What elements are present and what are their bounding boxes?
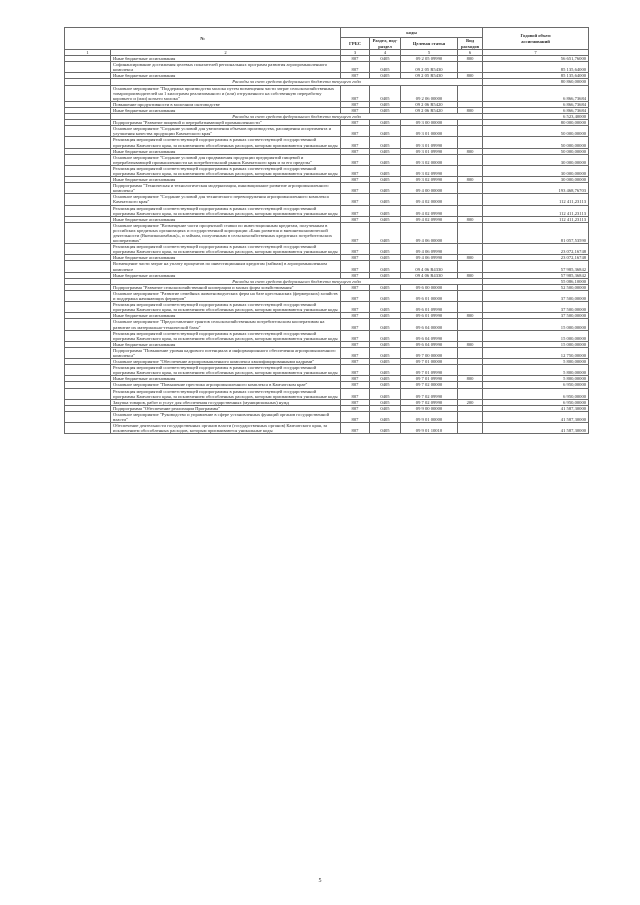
item-name: Подпрограмма "Обеспечение реализации Программы": [111, 405, 341, 411]
item-name: Подпрограмма "Развитие сельскохозяйственной кооперации и малых форм хозяйствования": [111, 284, 341, 290]
grbs-cell: 807: [341, 341, 370, 347]
amount-cell: 52 500,00000: [483, 284, 589, 290]
grbs-cell: 807: [341, 423, 370, 434]
amount-cell: 37 500,00000: [483, 290, 589, 301]
target-cell: 09 2 05 R5430: [401, 73, 458, 79]
razdel-cell: 0405: [370, 107, 401, 113]
table-row: [65, 330, 589, 341]
grbs-cell: 807: [341, 244, 370, 255]
vid-cell: 800: [458, 255, 483, 261]
item-name: Подпрограмма "Повышение уровня кадрового потенциала и информационного обеспечения агропромышленного комплекса": [111, 347, 341, 358]
razdel-cell: 0405: [370, 85, 401, 101]
item-name: Иные бюджетные ассигнования: [111, 107, 341, 113]
amount-cell: 37 500,00000: [483, 313, 589, 319]
header-row: [65, 28, 589, 38]
table-row: [65, 319, 589, 330]
grbs-cell: 807: [341, 101, 370, 107]
table-row: [65, 137, 589, 148]
target-cell: 09 4 06 R4330: [401, 261, 458, 272]
target-cell: 09 7 01 09990: [401, 365, 458, 376]
razdel-cell: 0405: [370, 313, 401, 319]
table-row: [65, 290, 589, 301]
target-cell: 09 6 01 00000: [401, 290, 458, 301]
item-name: Основное мероприятие "Обеспечение агропромышленного комплекса квалифицированными кадрами": [111, 359, 341, 365]
razdel-cell: 0405: [370, 411, 401, 422]
vid-cell: [458, 290, 483, 301]
amount-cell: 56 651,76000: [483, 56, 589, 62]
item-name: Иные бюджетные ассигнования: [111, 148, 341, 154]
razdel-cell: 0405: [370, 347, 401, 358]
grbs-cell: 807: [341, 56, 370, 62]
grbs-cell: 807: [341, 205, 370, 216]
target-cell: 09 3 00 00000: [401, 120, 458, 126]
target-cell: 09 9 01 00000: [401, 411, 458, 422]
row-number-cell: [65, 194, 111, 205]
column-number: 5: [401, 50, 458, 56]
grbs-cell: 807: [341, 154, 370, 165]
vid-cell: [458, 261, 483, 272]
target-cell: 09 2 05 09990: [401, 56, 458, 62]
item-name: Иные бюджетные ассигнования: [111, 177, 341, 183]
amount-cell: 6 866,73684: [483, 101, 589, 107]
target-cell: 09 3 01 00000: [401, 126, 458, 137]
vid-cell: [458, 411, 483, 422]
grbs-cell: 807: [341, 73, 370, 79]
target-cell: 09 3 01 09990: [401, 148, 458, 154]
amount-cell: 85 135,64000: [483, 62, 589, 73]
vid-cell: [458, 183, 483, 194]
razdel-cell: 0405: [370, 272, 401, 278]
grbs-cell: 807: [341, 148, 370, 154]
target-cell: 09 4 06 09990: [401, 244, 458, 255]
target-cell: 09 7 02 09990: [401, 399, 458, 405]
table-row: [65, 165, 589, 176]
amount-cell: 57 985,36842: [483, 261, 589, 272]
amount-cell: 23 072,16748: [483, 255, 589, 261]
razdel-cell: 0405: [370, 319, 401, 330]
table-row: [65, 154, 589, 165]
razdel-cell: 0405: [370, 194, 401, 205]
vid-cell: [458, 222, 483, 243]
table-row: [65, 62, 589, 73]
target-cell: 09 6 01 09990: [401, 302, 458, 313]
razdel-cell: 0405: [370, 154, 401, 165]
table-row: [65, 261, 589, 272]
column-header-vid: Вид расходов: [458, 38, 483, 50]
razdel-cell: 0405: [370, 261, 401, 272]
item-name: Софинансирование достижения целевых показателей региональных программ развития агропромышленного комплекса: [111, 62, 341, 73]
vid-cell: 800: [458, 376, 483, 382]
amount-cell: 12 750,00000: [483, 347, 589, 358]
razdel-cell: 0405: [370, 341, 401, 347]
column-number: 6: [458, 50, 483, 56]
razdel-cell: 0405: [370, 62, 401, 73]
row-number-cell: [65, 137, 111, 148]
target-cell: 09 6 04 09990: [401, 341, 458, 347]
razdel-cell: 0405: [370, 302, 401, 313]
target-cell: 09 4 02 00000: [401, 194, 458, 205]
amount-cell: 81 057,53590: [483, 222, 589, 243]
vid-cell: 800: [458, 73, 483, 79]
target-cell: 09 4 02 09990: [401, 205, 458, 216]
razdel-cell: 0405: [370, 148, 401, 154]
vid-cell: [458, 365, 483, 376]
note-text: Расходы за счет средств федерального бюджета текущего года: [111, 114, 483, 120]
target-cell: 09 3 02 00000: [401, 154, 458, 165]
amount-cell: 23 072,16748: [483, 244, 589, 255]
target-cell: 09 2 05 R5430: [401, 62, 458, 73]
razdel-cell: 0405: [370, 382, 401, 388]
item-name: Основное мероприятие "Создание условий для технического перевооружения агропромышленного комплекса Камчатского края": [111, 194, 341, 205]
amount-cell: 50 000,00000: [483, 126, 589, 137]
amount-cell: 15 000,00000: [483, 319, 589, 330]
table-row: [65, 302, 589, 313]
table-row: [65, 222, 589, 243]
amount-cell: 50 000,00000: [483, 148, 589, 154]
vid-cell: [458, 194, 483, 205]
grbs-cell: 807: [341, 405, 370, 411]
amount-cell: 30 000,00000: [483, 177, 589, 183]
amount-cell: 57 985,36842: [483, 272, 589, 278]
item-name: Иные бюджетные ассигнования: [111, 313, 341, 319]
amount-cell: 41 587,30000: [483, 405, 589, 411]
row-number-cell: [65, 165, 111, 176]
amount-cell: 5 800,00000: [483, 376, 589, 382]
note-text: Расходы за счет средств федерального бюджета текущего года: [111, 79, 483, 85]
amount-cell: 80 000,00000: [483, 120, 589, 126]
target-cell: 09 4 06 00000: [401, 222, 458, 243]
item-name: Возмещение части затрат на уплату процентов по инвестиционным кредитам (займам) в агропромышленном комплексе: [111, 261, 341, 272]
item-name: Реализация мероприятий соответствующей подпрограммы в рамках соответствующей государственной программы Камчатского края, за исключением обособленных расходов, которым присваиваются уникальные коды: [111, 365, 341, 376]
grbs-cell: 807: [341, 290, 370, 301]
table-row: [65, 365, 589, 376]
grbs-cell: 807: [341, 137, 370, 148]
amount-cell: 30 000,00000: [483, 165, 589, 176]
target-cell: 09 7 02 00000: [401, 382, 458, 388]
target-cell: 09 4 06 09990: [401, 255, 458, 261]
grbs-cell: 807: [341, 165, 370, 176]
razdel-cell: 0405: [370, 405, 401, 411]
grbs-cell: 807: [341, 365, 370, 376]
target-cell: 09 4 06 R4330: [401, 272, 458, 278]
column-header-razdel: Раздел, под- раздел: [370, 38, 401, 50]
row-number-cell: [65, 222, 111, 243]
item-name: Иные бюджетные ассигнования: [111, 272, 341, 278]
vid-cell: [458, 302, 483, 313]
table-row: [65, 205, 589, 216]
target-cell: 09 2 06 R5420: [401, 101, 458, 107]
item-name: Основное мероприятие "Поддержка производства молока путем возмещения части затрат сельскохозяйственных товаропроизводителей на 1 килограмм реализованного и (или) отгруженного на собственную переработку коровьего и (или) козьего молока": [111, 85, 341, 101]
grbs-cell: 807: [341, 222, 370, 243]
target-cell: 09 3 02 09990: [401, 165, 458, 176]
table-row: [65, 194, 589, 205]
item-name: Основное мероприятие "Развитие семейных животноводческих ферм на базе крестьянских (фермерских) хозяйств и поддержка начинающих фермеров": [111, 290, 341, 301]
razdel-cell: 0405: [370, 290, 401, 301]
item-name: Иные бюджетные ассигнования: [111, 341, 341, 347]
vid-cell: [458, 137, 483, 148]
razdel-cell: 0405: [370, 376, 401, 382]
item-name: Подпрограмма "Развитие пищевой и перерабатывающей промышленности": [111, 120, 341, 126]
target-cell: 09 9 01 10010: [401, 423, 458, 434]
target-cell: 09 9 00 00000: [401, 405, 458, 411]
razdel-cell: 0405: [370, 222, 401, 243]
row-number-cell: [65, 302, 111, 313]
target-cell: 09 7 01 00000: [401, 359, 458, 365]
column-number: 7: [483, 50, 589, 56]
column-number: 1: [65, 50, 111, 56]
razdel-cell: 0405: [370, 399, 401, 405]
vid-cell: [458, 244, 483, 255]
target-cell: 09 2 06 R5420: [401, 107, 458, 113]
column-number: 3: [341, 50, 370, 56]
row-number-cell: [65, 347, 111, 358]
grbs-cell: 807: [341, 126, 370, 137]
table-row: [65, 85, 589, 101]
grbs-cell: 807: [341, 194, 370, 205]
column-header-grbs: ГРБС: [341, 38, 370, 50]
vid-cell: [458, 319, 483, 330]
razdel-cell: 0405: [370, 244, 401, 255]
target-cell: 09 2 06 00000: [401, 85, 458, 101]
row-number-cell: [65, 85, 111, 101]
grbs-cell: 807: [341, 62, 370, 73]
razdel-cell: 0405: [370, 101, 401, 107]
row-number-cell: [65, 154, 111, 165]
row-number-cell: [65, 290, 111, 301]
target-cell: 09 6 04 00000: [401, 319, 458, 330]
amount-cell: 50 000,00000: [483, 137, 589, 148]
razdel-cell: 0405: [370, 183, 401, 194]
table-row: [65, 183, 589, 194]
table-row: [65, 126, 589, 137]
grbs-cell: 807: [341, 177, 370, 183]
target-cell: 09 6 00 00000: [401, 284, 458, 290]
razdel-cell: 0405: [370, 177, 401, 183]
amount-cell: 6 866,73684: [483, 85, 589, 101]
item-name: Реализация мероприятий соответствующей подпрограммы в рамках соответствующей государственной программы Камчатского края, за исключением обособленных расходов, которым присваиваются уникальные коды: [111, 244, 341, 255]
amount-cell: 85 135,64000: [483, 73, 589, 79]
target-cell: 09 3 01 09990: [401, 137, 458, 148]
amount-cell: 112 411,23113: [483, 216, 589, 222]
note-text: Расходы за счет средств федерального бюджета текущего года: [111, 278, 483, 284]
item-name: Иные бюджетные ассигнования: [111, 376, 341, 382]
vid-cell: 800: [458, 216, 483, 222]
grbs-cell: 807: [341, 330, 370, 341]
grbs-cell: 807: [341, 376, 370, 382]
amount-cell: 6 950,00000: [483, 399, 589, 405]
item-name: Реализация мероприятий соответствующей подпрограммы в рамках соответствующей государственной программы Камчатского края, за исключением обособленных расходов, которым присваиваются уникальные коды: [111, 137, 341, 148]
column-header-number: №: [65, 28, 341, 50]
vid-cell: [458, 154, 483, 165]
row-number-cell: [65, 244, 111, 255]
column-header-annual-volume: Годовой объем ассигнований: [483, 28, 589, 50]
grbs-cell: 807: [341, 347, 370, 358]
item-name: Реализация мероприятий соответствующей подпрограммы в рамках соответствующей государственной программы Камчатского края, за исключением обособленных расходов, которым присваиваются уникальные коды: [111, 330, 341, 341]
vid-cell: [458, 347, 483, 358]
amount-cell: 55 086,10000: [483, 278, 589, 284]
razdel-cell: 0405: [370, 205, 401, 216]
item-name: Реализация мероприятий соответствующей подпрограммы в рамках соответствующей государственной программы Камчатского края, за исключением обособленных расходов, которым присваиваются уникальные коды: [111, 388, 341, 399]
grbs-cell: 807: [341, 302, 370, 313]
row-number-cell: [65, 205, 111, 216]
amount-cell: 37 500,00000: [483, 302, 589, 313]
item-name: Основное мероприятие "Повышение престижа агропромышленного комплекса в Камчатском крае": [111, 382, 341, 388]
vid-cell: [458, 126, 483, 137]
amount-cell: 41 587,30000: [483, 411, 589, 422]
row-number-cell: [65, 319, 111, 330]
vid-cell: [458, 165, 483, 176]
vid-cell: 200: [458, 399, 483, 405]
razdel-cell: 0405: [370, 137, 401, 148]
target-cell: 09 6 04 09990: [401, 330, 458, 341]
razdel-cell: 0405: [370, 255, 401, 261]
grbs-cell: 807: [341, 183, 370, 194]
row-number-cell: [65, 411, 111, 422]
amount-cell: 5 800,00000: [483, 359, 589, 365]
razdel-cell: 0405: [370, 73, 401, 79]
grbs-cell: 807: [341, 261, 370, 272]
row-number-cell: [65, 388, 111, 399]
item-name: Основное мероприятие "Создание условий для продвижения продукции предприятий пищевой и перерабатывающей промышленности на потребительский рынок Камчатского края и за его пределы": [111, 154, 341, 165]
amount-cell: 41 587,30000: [483, 423, 589, 434]
amount-cell: 193 468,76703: [483, 183, 589, 194]
item-name: Реализация мероприятий соответствующей подпрограммы в рамках соответствующей государственной программы Камчатского края, за исключением обособленных расходов, которым присваиваются уникальные коды: [111, 205, 341, 216]
amount-cell: 6 950,00000: [483, 388, 589, 399]
target-cell: 09 4 00 00000: [401, 183, 458, 194]
razdel-cell: 0405: [370, 423, 401, 434]
item-name: Повышение продуктивности в молочном скотоводстве: [111, 101, 341, 107]
budget-rows: [65, 56, 589, 434]
vid-cell: 800: [458, 56, 483, 62]
razdel-cell: 0405: [370, 120, 401, 126]
target-cell: 09 4 02 09990: [401, 216, 458, 222]
amount-cell: 30 000,00000: [483, 154, 589, 165]
vid-cell: 800: [458, 148, 483, 154]
item-name: Иные бюджетные ассигнования: [111, 216, 341, 222]
item-name: Реализация мероприятий соответствующей подпрограммы в рамках соответствующей государственной программы Камчатского края, за исключением обособленных расходов, которым присваиваются уникальные коды: [111, 302, 341, 313]
grbs-cell: 807: [341, 388, 370, 399]
vid-cell: 800: [458, 107, 483, 113]
row-number-cell: [65, 183, 111, 194]
grbs-cell: 807: [341, 399, 370, 405]
vid-cell: [458, 205, 483, 216]
amount-cell: 5 800,00000: [483, 365, 589, 376]
vid-cell: [458, 85, 483, 101]
target-cell: 09 3 02 09990: [401, 177, 458, 183]
target-cell: 09 6 01 09990: [401, 313, 458, 319]
vid-cell: 800: [458, 177, 483, 183]
grbs-cell: 807: [341, 411, 370, 422]
page-number: 5: [318, 878, 322, 884]
amount-cell: 80 860,00000: [483, 79, 589, 85]
grbs-cell: 807: [341, 107, 370, 113]
grbs-cell: 807: [341, 255, 370, 261]
budget-sheet: [64, 27, 588, 434]
budget-table: [64, 27, 589, 434]
item-name: Обеспечение деятельности государственных органов власти (государственных органов) Камчатского края, за исключением обособленных расходов, которым присваиваются уникальные коды: [111, 423, 341, 434]
item-name: Основное мероприятие "Предоставление грантов сельскохозяйственным потребительским кооперативам на развитие их материально-технической базы": [111, 319, 341, 330]
razdel-cell: 0405: [370, 216, 401, 222]
razdel-cell: 0405: [370, 359, 401, 365]
vid-cell: [458, 62, 483, 73]
amount-cell: 6 523,40000: [483, 114, 589, 120]
amount-cell: 112 411,23113: [483, 194, 589, 205]
column-number: 4: [370, 50, 401, 56]
item-name: Основное мероприятие "Возмещение части процентной ставки по инвестиционным кредитам, полученным в российских кредитных организациях и государственной корпорации «Банк развития и внешнеэкономической деятельности (Внешэкономбанк)», и займам, полученным в сельскохозяйственных кредитных потребительских кооперативах": [111, 222, 341, 243]
vid-cell: 800: [458, 272, 483, 278]
row-number-cell: [65, 261, 111, 272]
row-number-cell: [65, 62, 111, 73]
vid-cell: [458, 330, 483, 341]
item-name: Закупка товаров, работ и услуг для обеспечения государственных (муниципальных) нужд: [111, 399, 341, 405]
table-row: [65, 411, 589, 422]
amount-cell: 6 866,73684: [483, 107, 589, 113]
grbs-cell: 807: [341, 382, 370, 388]
grbs-cell: 807: [341, 216, 370, 222]
target-cell: 09 7 02 09990: [401, 388, 458, 399]
razdel-cell: 0405: [370, 56, 401, 62]
row-number-cell: [65, 365, 111, 376]
column-header-target: Целевая статья: [401, 38, 458, 50]
razdel-cell: 0405: [370, 126, 401, 137]
vid-cell: 800: [458, 341, 483, 347]
column-header-codes: коды: [341, 28, 483, 38]
vid-cell: 800: [458, 313, 483, 319]
item-name: Иные бюджетные ассигнования: [111, 255, 341, 261]
row-number-cell: [65, 423, 111, 434]
amount-cell: 15 000,00000: [483, 341, 589, 347]
grbs-cell: 807: [341, 272, 370, 278]
target-cell: 09 7 00 00000: [401, 347, 458, 358]
row-number-cell: [65, 330, 111, 341]
razdel-cell: 0405: [370, 330, 401, 341]
grbs-cell: 807: [341, 284, 370, 290]
razdel-cell: 0405: [370, 284, 401, 290]
table-row: [65, 347, 589, 358]
amount-cell: 112 411,23113: [483, 205, 589, 216]
razdel-cell: 0405: [370, 165, 401, 176]
amount-cell: 15 000,00000: [483, 330, 589, 341]
column-number: 2: [111, 50, 341, 56]
target-cell: 09 7 01 09990: [401, 376, 458, 382]
vid-cell: [458, 388, 483, 399]
grbs-cell: 807: [341, 359, 370, 365]
amount-cell: 6 950,00000: [483, 382, 589, 388]
grbs-cell: 807: [341, 120, 370, 126]
table-row: [65, 244, 589, 255]
item-name: Реализация мероприятий соответствующей подпрограммы в рамках соответствующей государственной программы Камчатского края, за исключением обособленных расходов, которым присваиваются уникальные коды: [111, 165, 341, 176]
grbs-cell: 807: [341, 313, 370, 319]
table-row: [65, 388, 589, 399]
razdel-cell: 0405: [370, 365, 401, 376]
item-name: Основное мероприятие "Создание условий для увеличения объемов производства, расширения ассортимента и улучшения качества продукции Камчатского края": [111, 126, 341, 137]
grbs-cell: 807: [341, 319, 370, 330]
item-name: Основное мероприятие "Руководство и управление в сфере установленных функций органов государственной власти": [111, 411, 341, 422]
razdel-cell: 0405: [370, 388, 401, 399]
row-number-cell: [65, 126, 111, 137]
table-row: [65, 423, 589, 434]
grbs-cell: 807: [341, 85, 370, 101]
vid-cell: [458, 423, 483, 434]
item-name: Иные бюджетные ассигнования: [111, 56, 341, 62]
item-name: Подпрограмма "Техническая и технологическая модернизация, инновационное развитие агропромышленного комплекса": [111, 183, 341, 194]
item-name: Иные бюджетные ассигнования: [111, 73, 341, 79]
